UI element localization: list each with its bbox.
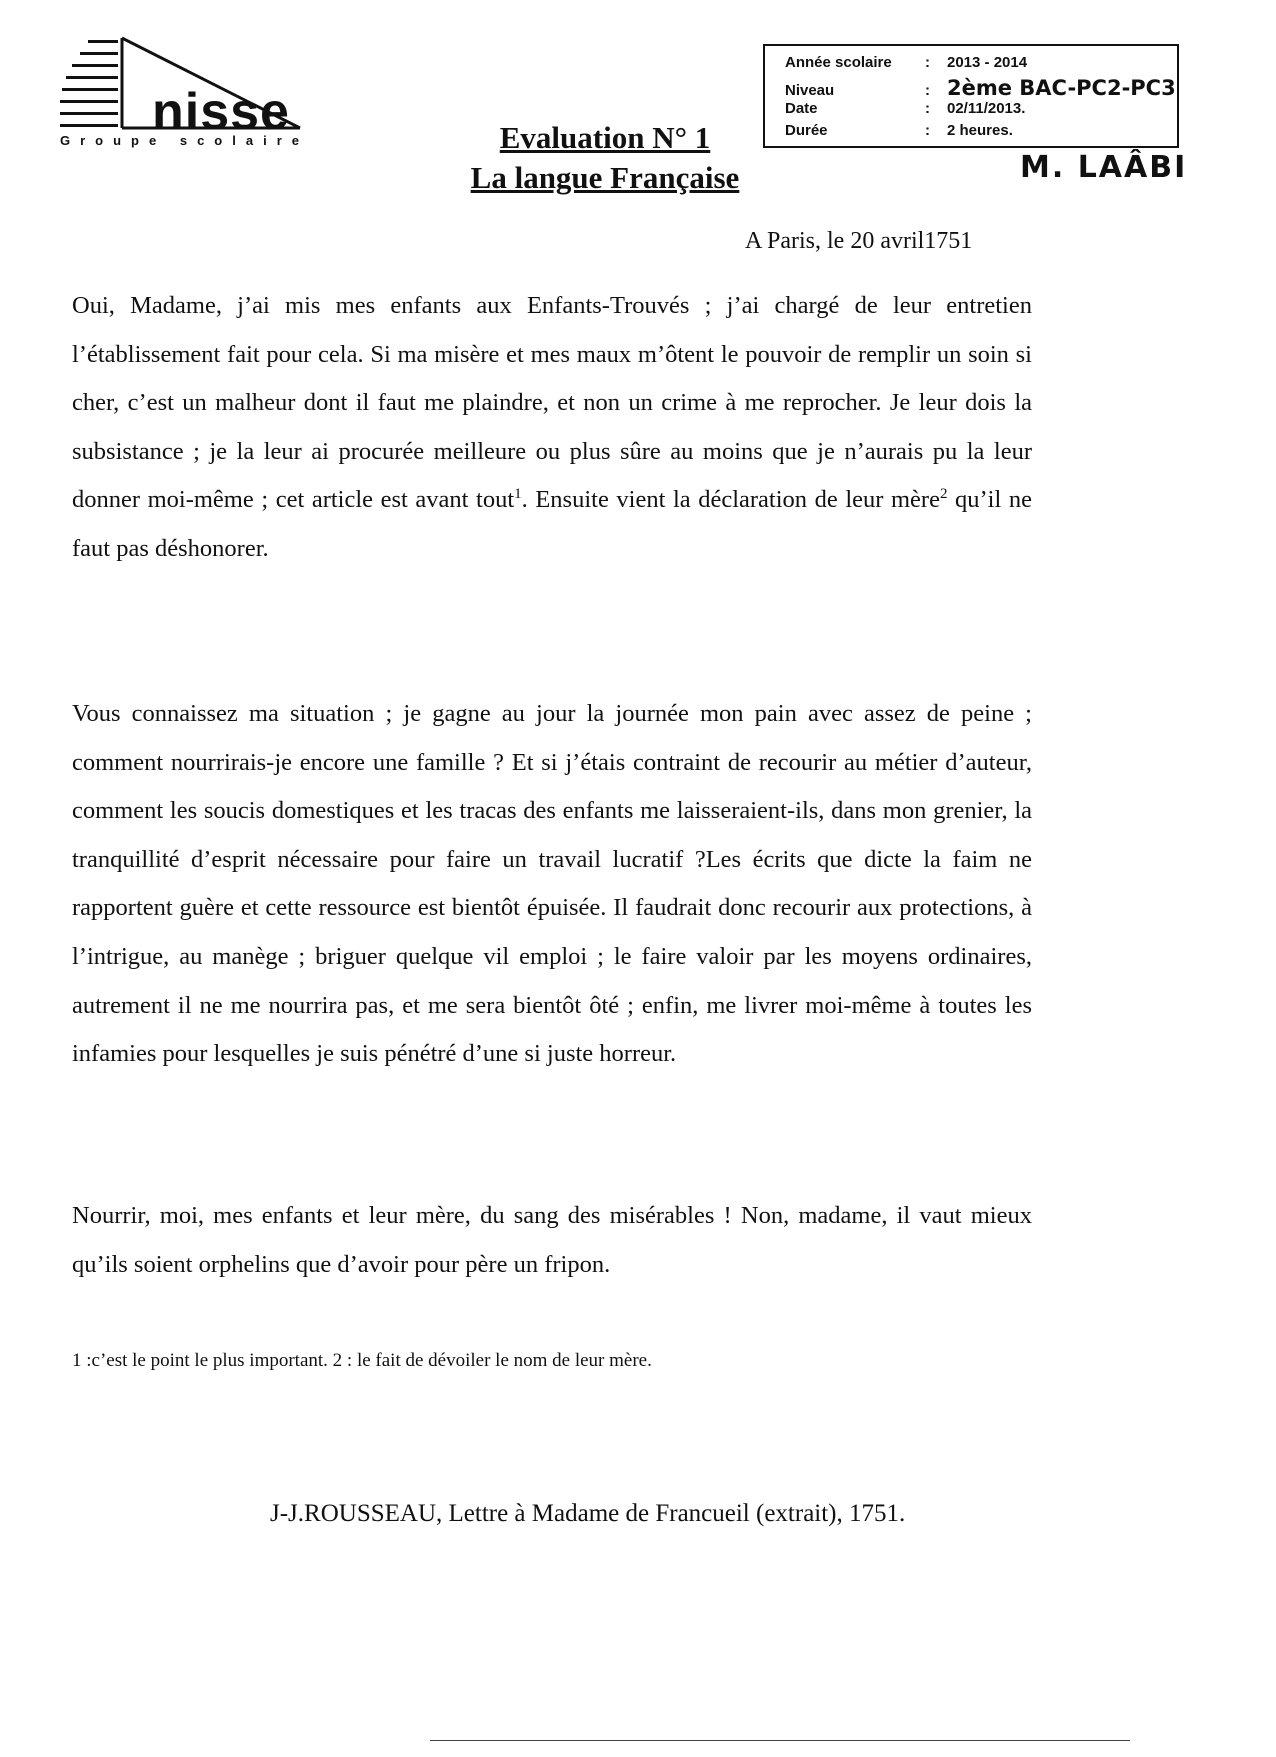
bottom-divider (430, 1740, 1130, 1741)
title-line-2: La langue Française (470, 160, 740, 195)
paragraph-2-text: Vous connaissez ma situation ; je gagne au jour la journée mon pain avec assez de peine ; comment nourrirais-je encore une famille ? Et si j’étais contraint de recourir au métier d’auteur, comment les soucis domestiques et les tracas des enfants me laisseraient-ils, dans mon grenier, la tranquillité d’esprit nécessaire pour faire un travail lucratif ?Les écrits que dicte la faim ne rapportent guère et cette ressource est bientôt épuisée. Il faudrait donc recourir aux protections, à l’intrigue, au manège ; briguer quelque vil emploi ; le faire valoir par les moyens ordinaires, autrement il ne me nourrira pas, et me sera bientôt ôté ; enfin, me livrer moi-même à toutes les infamies pour lesquelles je suis pénétré d’une si juste horreur. (72, 700, 1032, 1068)
info-separator: : (925, 100, 930, 117)
footnote-marker-1: 1 (514, 486, 522, 503)
logo-subtitle: Groupe scolaire (60, 133, 309, 148)
paragraph-1-text-3: qu’il ne faut pas déshonorer. (72, 486, 1032, 562)
info-separator: : (925, 54, 930, 71)
logo-name: nisse (152, 83, 290, 141)
footnote-marker-2: 2 (939, 486, 948, 503)
paragraph-3-text: Nourrir, moi, mes enfants et leur mère, du sang des misérables ! Non, madame, il vaut mieux qu’ils soient orphelins que d’avoir pour père un fripon. (72, 1202, 1032, 1278)
paragraph-1 (72, 282, 1032, 574)
title-line-1: Evaluation N° 1 (499, 120, 711, 155)
info-row-level (785, 76, 1176, 100)
info-value: 2ème BAC-PC2-PC3 (947, 76, 1176, 100)
info-label: Durée (785, 122, 828, 139)
info-label: Année scolaire (785, 54, 892, 71)
info-row-year (785, 54, 1027, 74)
info-row-duration (785, 122, 1013, 142)
exam-title (440, 118, 770, 198)
school-logo (60, 36, 340, 146)
source-signature: J-J.ROUSSEAU, Lettre à Madame de Francueil (extrait), 1751. (270, 1500, 906, 1527)
paragraph-1-text-2: . Ensuite vient la déclaration de leur mère (521, 486, 940, 514)
info-label: Date (785, 100, 818, 117)
info-value: 02/11/2013. (947, 100, 1026, 117)
exam-info-box (763, 44, 1179, 148)
paragraph-1-text: Oui, Madame, j’ai mis mes enfants aux Enfants-Trouvés ; j’ai chargé de leur entretien l’établissement fait pour cela. Si ma misère et mes maux m’ôtent le pouvoir de remplir un soin si cher, c’est un malheur dont il faut me plaindre, et non un crime à me reprocher. Je leur dois la subsistance ; je la leur ai procurée meilleure ou plus sûre au moins que je n’aurais pu la leur donner moi-même ; cet article est avant tout (72, 292, 1032, 514)
info-separator: : (925, 122, 930, 139)
teacher-name: M. LAÂBI (1020, 150, 1188, 185)
footnotes: 1 :c’est le point le plus important. 2 : le fait de dévoiler le nom de leur mère. (72, 1350, 652, 1371)
info-label: Niveau (785, 82, 835, 99)
paragraph-2 (72, 690, 1032, 1079)
info-value: 2013 - 2014 (947, 54, 1028, 71)
info-separator: : (925, 82, 930, 99)
info-row-date (785, 100, 1025, 120)
paragraph-3 (72, 1192, 1032, 1289)
letter-dateline: A Paris, le 20 avril1751 (745, 228, 973, 254)
info-value: 2 heures. (947, 122, 1013, 139)
